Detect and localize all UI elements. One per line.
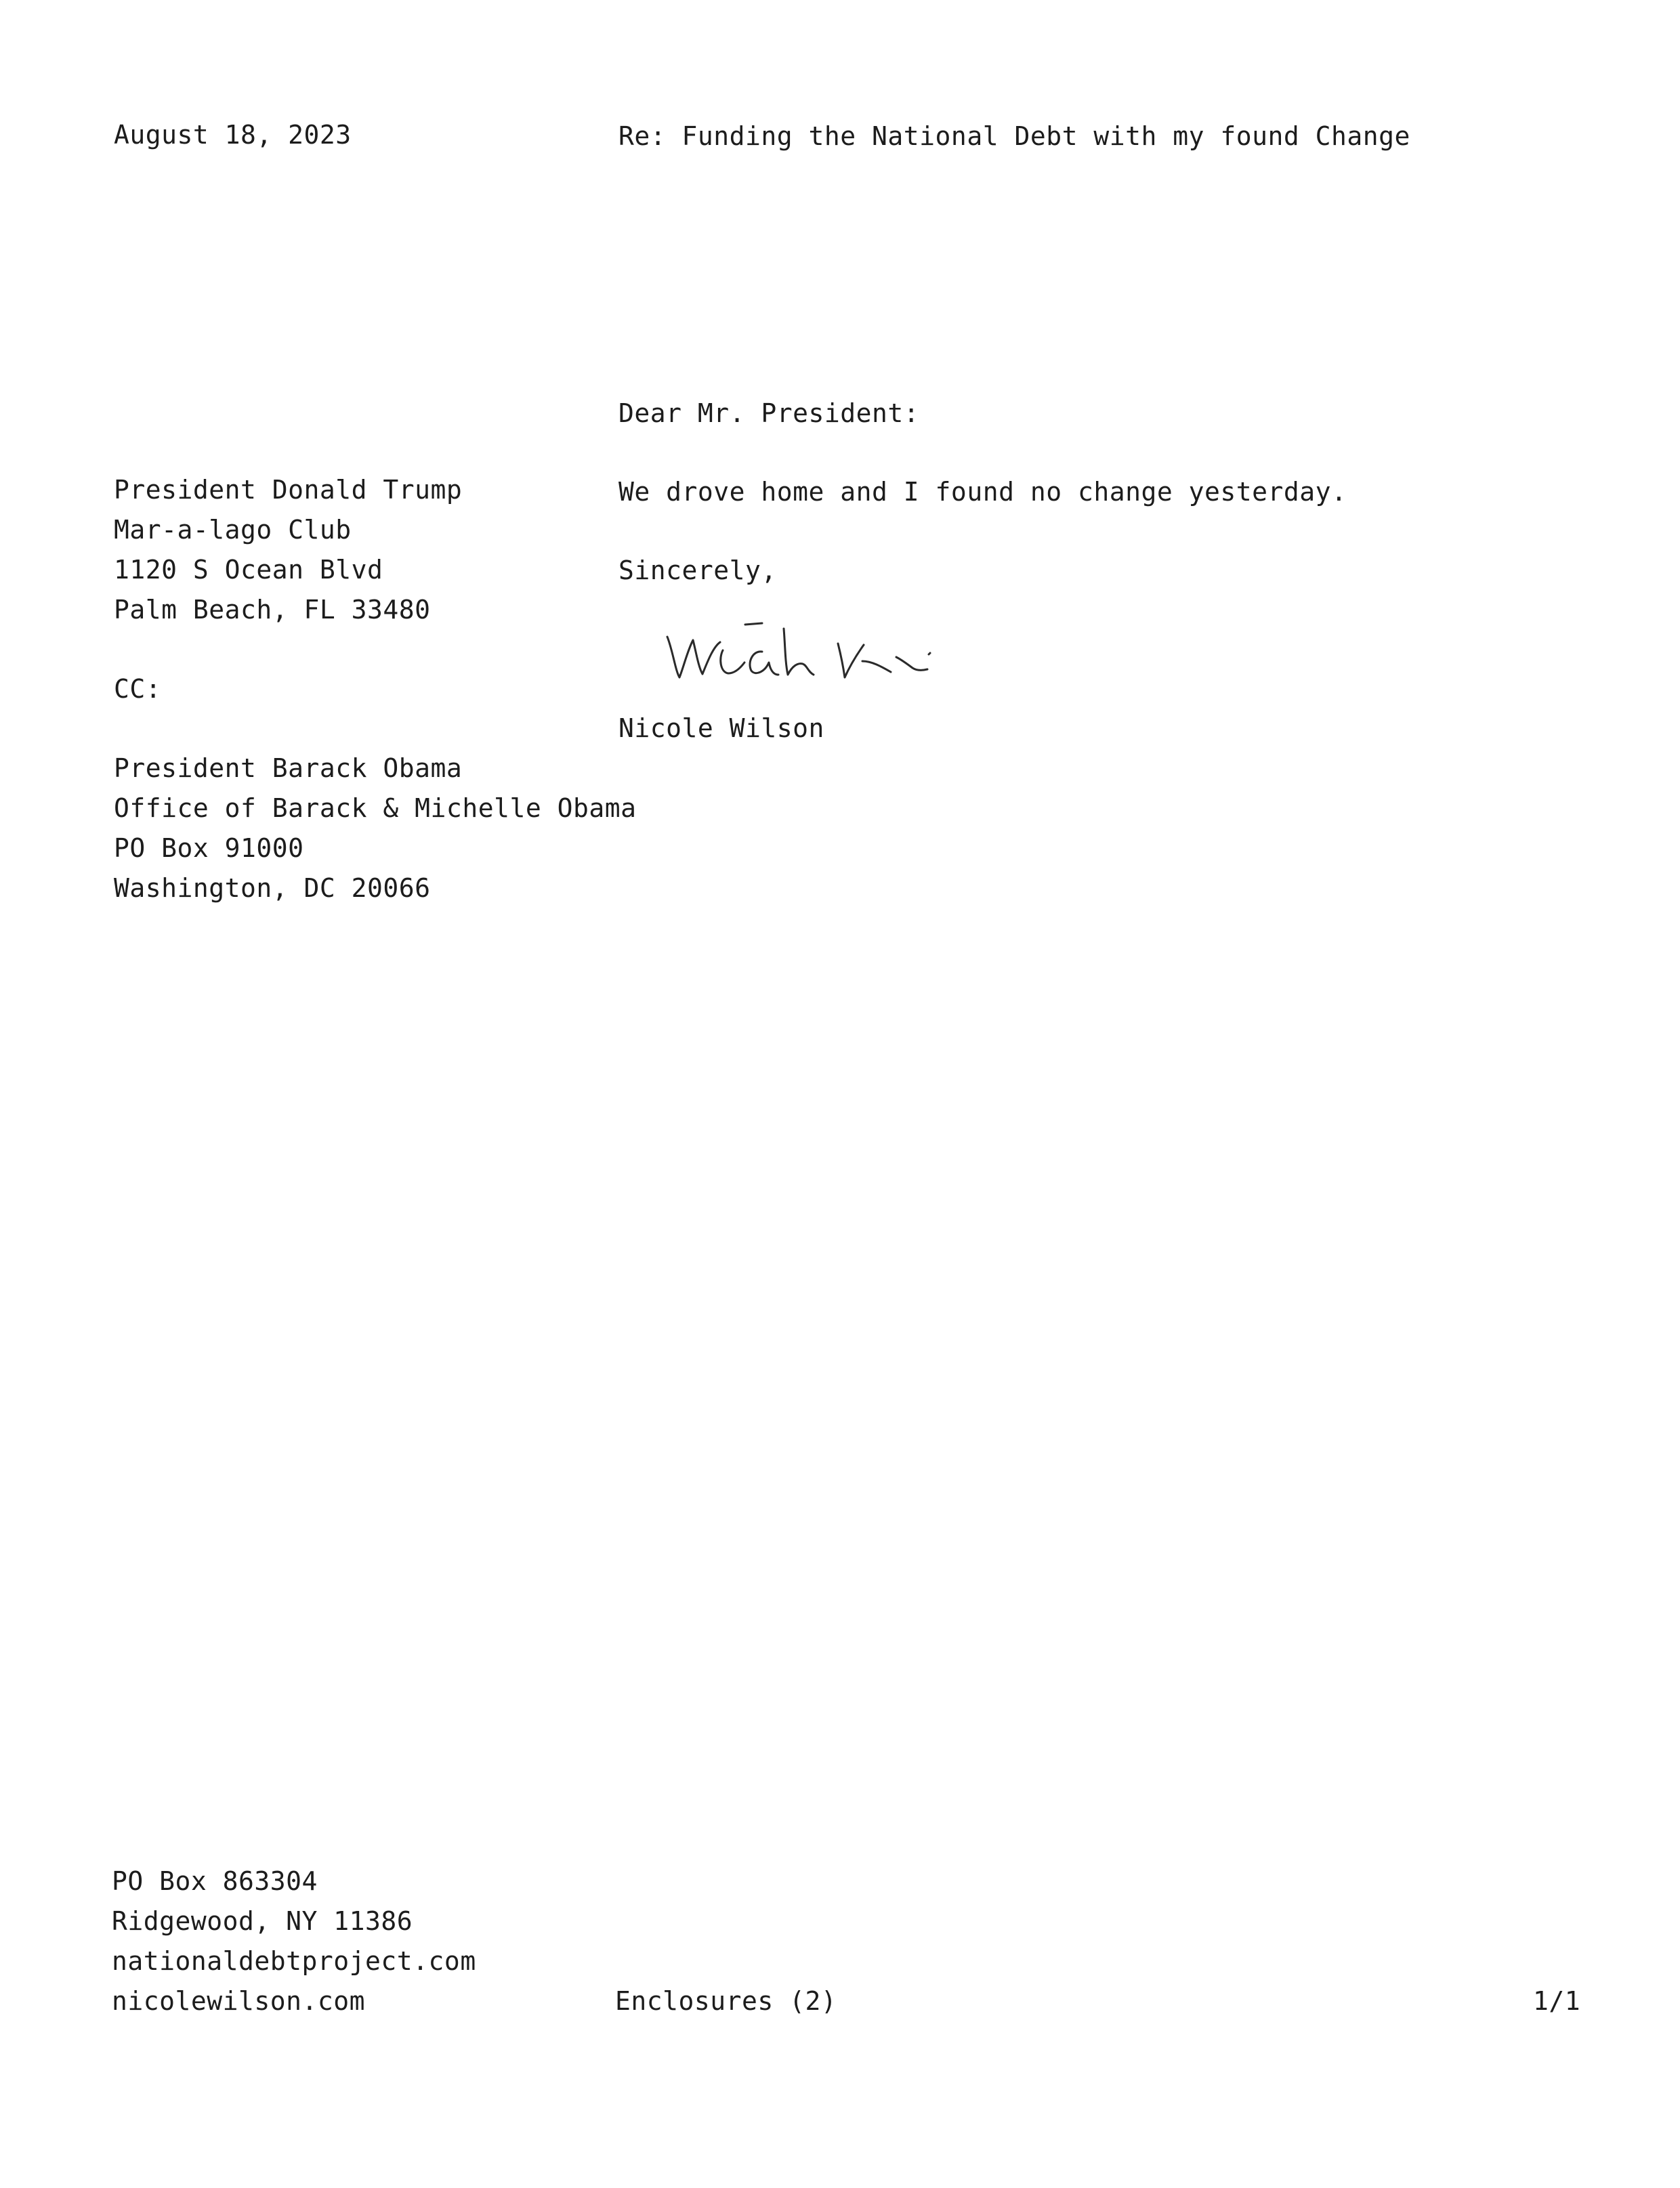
recipient-address [114,477,462,637]
salutation: Dear Mr. President: [618,398,920,428]
cc-line: President Barack Obama [114,753,463,783]
sender-line: nicolewilson.com [112,1986,366,2016]
cc-line: Washington, DC 20066 [114,873,431,903]
closing: Sincerely, [618,555,777,585]
cc-label: CC: [114,674,162,704]
sender-line: PO Box 863304 [112,1866,318,1896]
recipient-line: Mar-a-lago Club [114,515,352,545]
cc-address [114,755,636,915]
recipient-line: President Donald Trump [114,475,463,505]
recipient-line: 1120 S Ocean Blvd [114,555,383,585]
letter-subject: Re: Funding the National Debt with my found Change [618,121,1410,151]
recipient-line: Palm Beach, FL 33480 [114,595,431,625]
handwritten-signature [660,610,999,698]
sender-line: nationaldebtproject.com [112,1946,476,1976]
letter-date: August 18, 2023 [114,120,352,150]
signer-name: Nicole Wilson [618,713,824,743]
enclosures-note: Enclosures (2) [615,1986,837,2016]
sender-line: Ridgewood, NY 11386 [112,1906,413,1936]
message-text: We drove home and I found no change yesterday. [618,477,1347,507]
page-number: 1/1 [1533,1986,1581,2016]
cc-line: Office of Barack & Michelle Obama [114,793,637,823]
sender-address [112,1868,476,2028]
cc-line: PO Box 91000 [114,833,304,863]
